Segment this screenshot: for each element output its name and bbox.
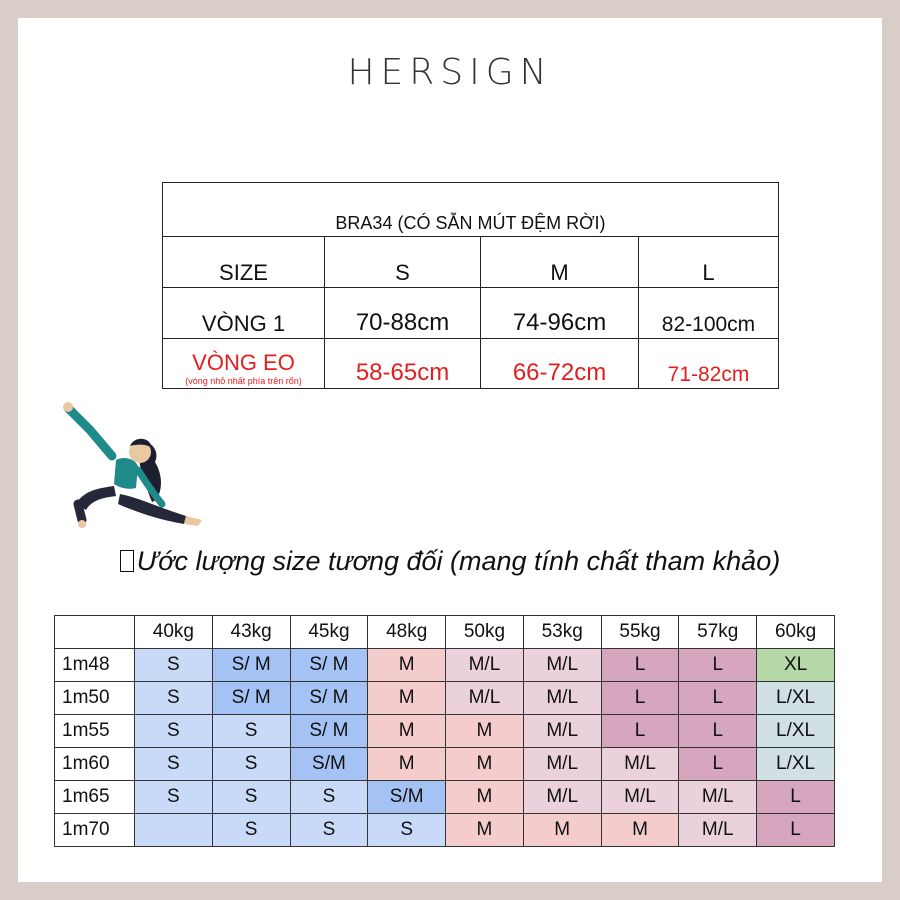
height-header: 1m70: [55, 814, 135, 847]
size-cell: S/ M: [290, 682, 368, 715]
size-cell: L: [757, 814, 835, 847]
size-cell: L: [601, 715, 679, 748]
size-cell: M/L: [523, 649, 601, 682]
size-cell: S/M: [368, 781, 446, 814]
size-cell: M: [368, 649, 446, 682]
size-cell: L/XL: [757, 748, 835, 781]
weight-header-row: [55, 616, 835, 649]
size-cell: S: [212, 814, 290, 847]
size-cell: S/ M: [290, 715, 368, 748]
size-cell: S/ M: [290, 649, 368, 682]
size-cell: M: [446, 781, 524, 814]
size-label: SIZE: [163, 237, 325, 288]
weight-header: 45kg: [290, 616, 368, 649]
waist-label-cell: [163, 339, 325, 389]
size-cell: M/L: [523, 682, 601, 715]
size-cell: S: [212, 715, 290, 748]
size-cell: S: [135, 649, 213, 682]
size-cell: M: [368, 715, 446, 748]
bra-size-table: [162, 182, 779, 389]
size-cell: S: [135, 748, 213, 781]
height-header: 1m55: [55, 715, 135, 748]
height-header: 1m65: [55, 781, 135, 814]
size-cell: L/XL: [757, 682, 835, 715]
table-row: [55, 781, 835, 814]
size-cell: M: [601, 814, 679, 847]
waist-m: 66-72cm: [481, 339, 639, 389]
size-cell: M/L: [523, 781, 601, 814]
table-row: [55, 682, 835, 715]
height-header: 1m50: [55, 682, 135, 715]
height-header: 1m48: [55, 649, 135, 682]
waist-label: VÒNG EO: [192, 350, 295, 375]
bust-l: 82-100cm: [639, 288, 779, 339]
size-cell: S/ M: [212, 682, 290, 715]
brand-logo: HERSIGN: [347, 52, 553, 93]
placeholder-box-icon: [120, 550, 134, 572]
corner-cell: [55, 616, 135, 649]
size-l: L: [639, 237, 779, 288]
size-cell: L: [679, 682, 757, 715]
size-cell: S: [135, 781, 213, 814]
size-cell: M/L: [679, 814, 757, 847]
size-cell: S: [135, 682, 213, 715]
size-s: S: [325, 237, 481, 288]
waist-s: 58-65cm: [325, 339, 481, 389]
waist-l: 71-82cm: [639, 339, 779, 389]
size-cell: S: [368, 814, 446, 847]
size-cell: L: [679, 715, 757, 748]
weight-header: 60kg: [757, 616, 835, 649]
bust-m: 74-96cm: [481, 288, 639, 339]
size-cell: M: [368, 682, 446, 715]
size-cell: M/L: [523, 715, 601, 748]
size-cell: M/L: [446, 682, 524, 715]
table-row: [55, 715, 835, 748]
weight-header: 57kg: [679, 616, 757, 649]
size-cell: M: [446, 715, 524, 748]
table-row: [55, 748, 835, 781]
size-cell: L: [679, 748, 757, 781]
waist-note: (vòng nhỏ nhất phía trên rốn): [185, 376, 302, 386]
estimate-title: Ước lượng size tương đối (mang tính chất tham khảo): [136, 546, 781, 576]
weight-header: 43kg: [212, 616, 290, 649]
estimate-heading: [0, 546, 900, 577]
size-cell: M: [368, 748, 446, 781]
weight-header: 40kg: [135, 616, 213, 649]
size-estimate-grid: [54, 615, 835, 847]
size-cell: XL: [757, 649, 835, 682]
size-cell: M/L: [601, 748, 679, 781]
weight-header: 55kg: [601, 616, 679, 649]
size-cell: M: [446, 814, 524, 847]
size-cell: L: [601, 649, 679, 682]
bust-s: 70-88cm: [325, 288, 481, 339]
size-cell: S: [290, 814, 368, 847]
size-cell: M: [523, 814, 601, 847]
size-cell: S: [212, 748, 290, 781]
weight-header: 53kg: [523, 616, 601, 649]
bra-title: BRA34 (CÓ SẴN MÚT ĐỆM RỜI): [163, 183, 779, 237]
size-cell: S/M: [290, 748, 368, 781]
size-cell: S: [135, 715, 213, 748]
table-row: [55, 814, 835, 847]
table-row: [55, 649, 835, 682]
size-cell: M: [446, 748, 524, 781]
height-header: 1m60: [55, 748, 135, 781]
size-cell: L/XL: [757, 715, 835, 748]
size-cell: M/L: [679, 781, 757, 814]
size-cell: M/L: [446, 649, 524, 682]
size-cell: M/L: [601, 781, 679, 814]
size-cell: S/ M: [212, 649, 290, 682]
weight-header: 48kg: [368, 616, 446, 649]
size-cell: L: [601, 682, 679, 715]
size-cell: S: [290, 781, 368, 814]
size-cell: L: [757, 781, 835, 814]
bust-label: VÒNG 1: [163, 288, 325, 339]
size-cell: M/L: [523, 748, 601, 781]
yoga-figure-illustration: [60, 400, 210, 530]
size-m: M: [481, 237, 639, 288]
size-cell: L: [679, 649, 757, 682]
size-cell: S: [212, 781, 290, 814]
size-cell: [135, 814, 213, 847]
weight-header: 50kg: [446, 616, 524, 649]
